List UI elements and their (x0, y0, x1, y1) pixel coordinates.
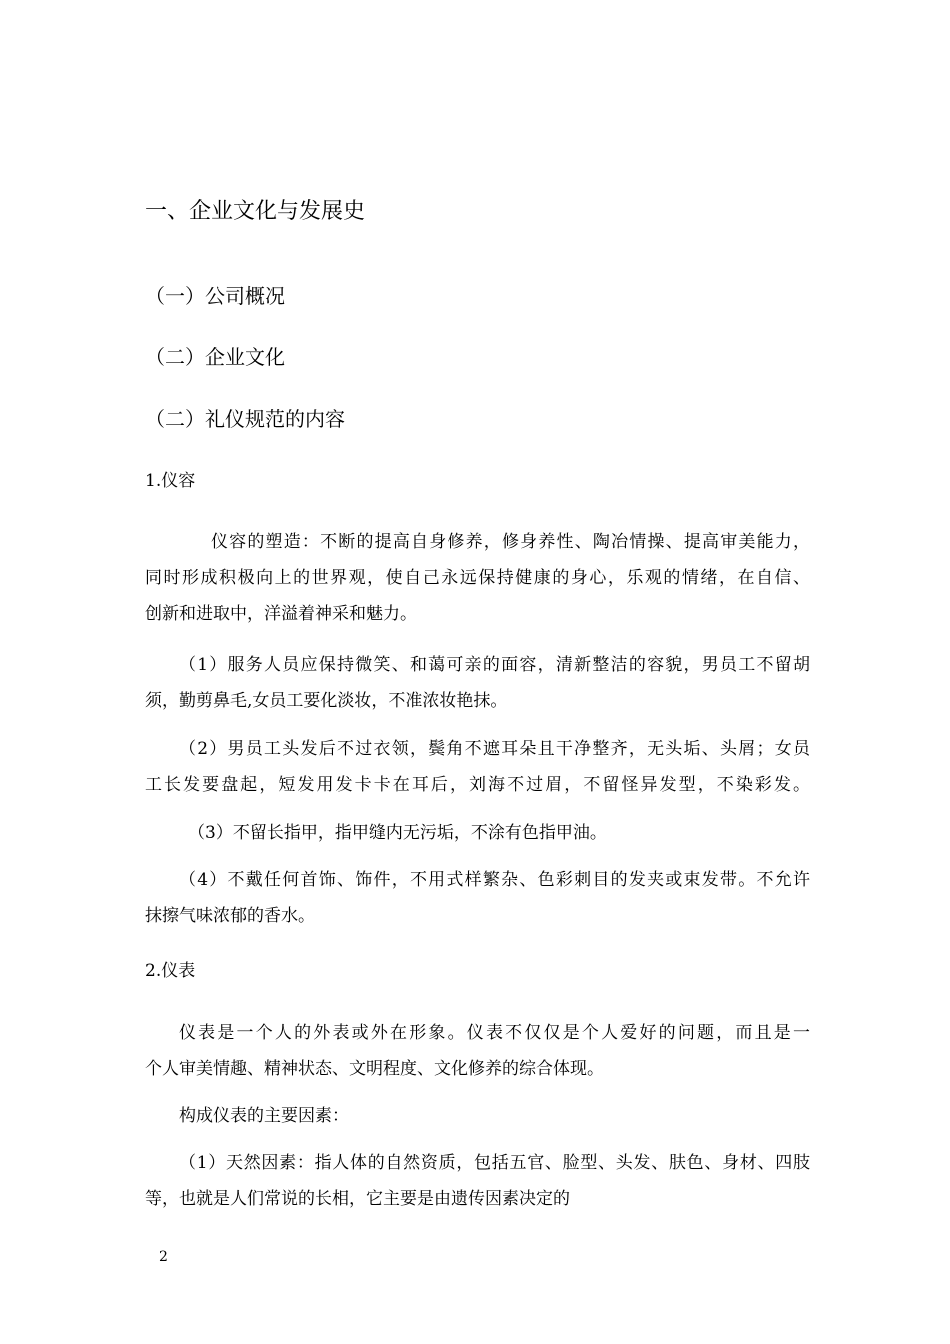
paragraph-natural-factors (145, 1145, 810, 1217)
paragraph-item-2 (145, 731, 810, 803)
page-number: 2 (159, 1249, 168, 1265)
section-heading-corporate-culture: （二）企业文化 (145, 345, 285, 369)
paragraph-line: 须，勤剪鼻毛,女员工要化淡妆，不准浓妆艳抹。 (145, 691, 508, 711)
paragraph-appearance-shaping (145, 524, 810, 632)
paragraph-demeanor-definition (145, 1015, 810, 1087)
paragraph-line: 抹擦气味浓郁的香水。 (145, 906, 315, 926)
paragraph-line: 构成仪表的主要因素： (179, 1106, 349, 1126)
paragraph-line: 仪容的塑造：不断的提高自身修养，修身养性、陶冶情操、提高审美能力， (211, 532, 810, 552)
section-heading-etiquette-content: （二）礼仪规范的内容 (145, 407, 345, 431)
subsection-heading-demeanor: 2.仪表 (145, 961, 196, 981)
subsection-heading-appearance: 1.仪容 (145, 471, 196, 491)
paragraph-factors-intro (145, 1098, 810, 1134)
paragraph-line: 仪表是一个人的外表或外在形象。仪表不仅仅是个人爱好的问题，而且是一 (179, 1023, 810, 1043)
paragraph-line: 个人审美情趣、精神状态、文明程度、文化修养的综合体现。 (145, 1059, 604, 1079)
paragraph-line: （2）男员工头发后不过衣领，鬓角不遮耳朵且干净整齐，无头垢、头屑；女员 (179, 739, 810, 759)
paragraph-line: 同时形成积极向上的世界观，使自己永远保持健康的身心，乐观的情绪，在自信、 (145, 568, 810, 588)
paragraph-line: （1）服务人员应保持微笑、和蔼可亲的面容，清新整洁的容貌，男员工不留胡 (179, 655, 810, 675)
paragraph-line: （3）不留长指甲，指甲缝内无污垢，不涂有色指甲油。 (188, 823, 607, 843)
paragraph-item-4 (145, 862, 810, 934)
paragraph-item-3 (145, 815, 810, 851)
paragraph-line: 创新和进取中，洋溢着神采和魅力。 (145, 604, 417, 624)
paragraph-line: 等，也就是人们常说的长相，它主要是由遗传因素决定的 (145, 1189, 570, 1209)
paragraph-item-1 (145, 647, 810, 719)
paragraph-line: （1）天然因素：指人体的自然资质，包括五官、脸型、头发、肤色、身材、四肢 (179, 1153, 810, 1173)
section-heading-company-overview: （一）公司概况 (145, 284, 285, 308)
paragraph-line: （4）不戴任何首饰、饰件，不用式样繁杂、色彩刺目的发夹或束发带。不允许 (179, 870, 810, 890)
chapter-heading: 一、企业文化与发展史 (145, 199, 366, 224)
paragraph-line: 工长发要盘起，短发用发卡卡在耳后，刘海不过眉，不留怪异发型，不染彩发。 (145, 775, 810, 795)
